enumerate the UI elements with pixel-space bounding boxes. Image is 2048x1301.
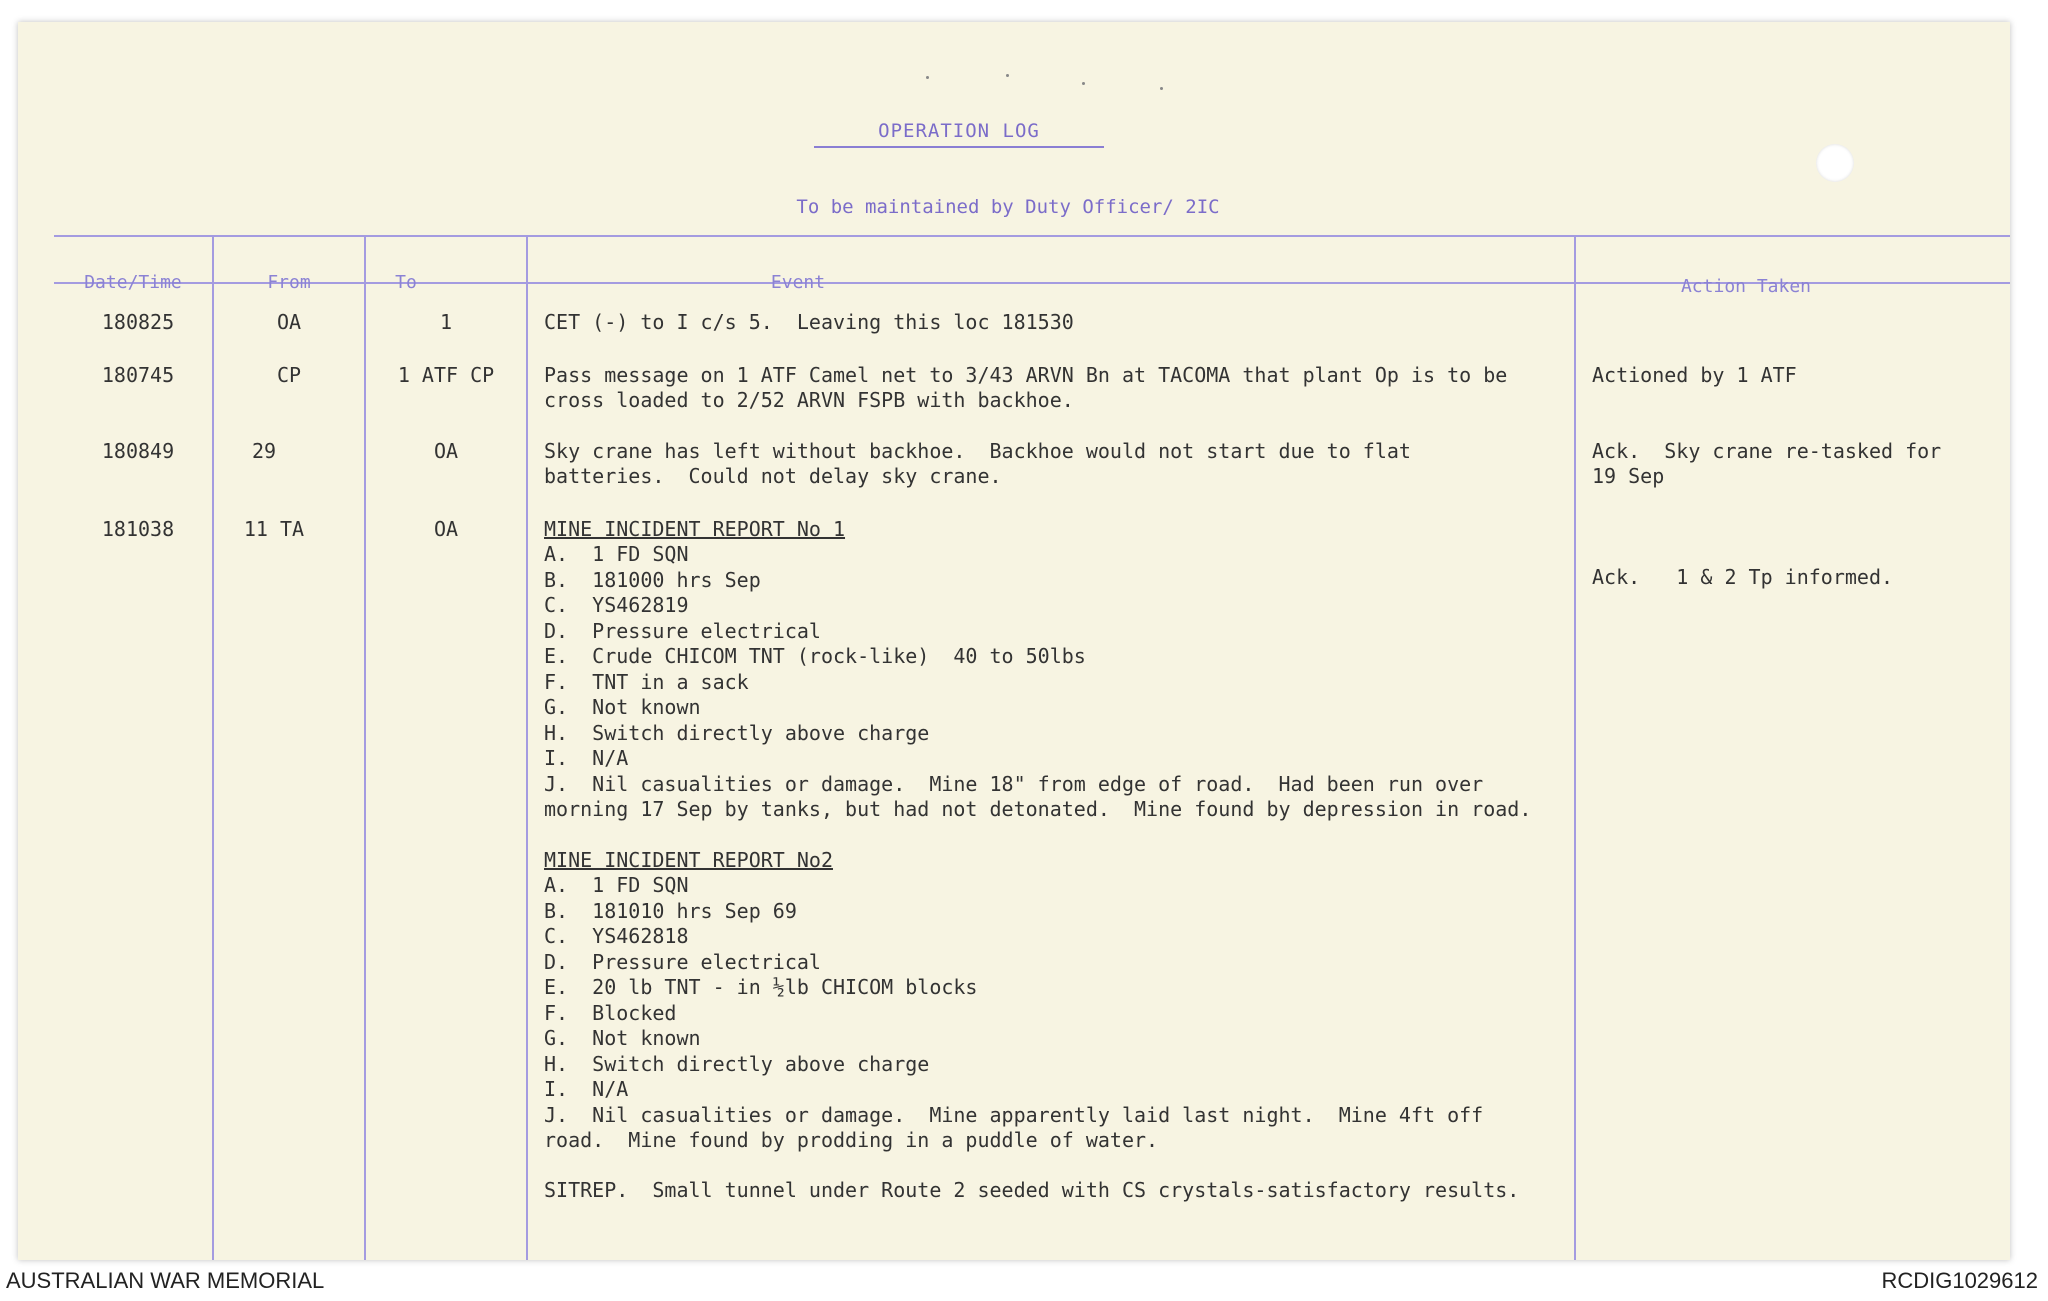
row-event-line: Pass message on 1 ATF Camel net to 3/43 ARVN Bn at TACOMA that plant Op is to be bbox=[544, 363, 1508, 387]
sitrep-line: SITREP. Small tunnel under Route 2 seeded with CS crystals-satisfactory results. bbox=[544, 1178, 1520, 1202]
footer-institution: AUSTRALIAN WAR MEMORIAL bbox=[6, 1268, 325, 1293]
row-datetime: 181038 bbox=[101, 517, 175, 541]
row-event-line: cross loaded to 2/52 ARVN FSPB with backhoe. bbox=[544, 388, 1074, 412]
row-from: OA bbox=[276, 310, 302, 334]
column-divider bbox=[212, 235, 214, 1260]
mine-report-1-heading: MINE INCIDENT REPORT No 1 bbox=[544, 517, 846, 541]
mine-report-line: G. Not known bbox=[544, 695, 701, 719]
mine-report-2-heading: MINE INCIDENT REPORT No2 bbox=[544, 848, 833, 872]
mine-report-line: E. 20 lb TNT - in ½lb CHICOM blocks bbox=[544, 975, 978, 999]
table-top-rule bbox=[54, 235, 2010, 237]
header-datetime: Date/Time bbox=[84, 272, 182, 293]
punch-hole bbox=[1816, 144, 1854, 182]
document-page bbox=[18, 22, 2010, 1260]
column-divider bbox=[1574, 235, 1576, 1260]
mine-report-line: morning 17 Sep by tanks, but had not detonated. Mine found by depression in road. bbox=[544, 797, 1532, 821]
paper-speck bbox=[1160, 87, 1163, 90]
row-datetime: 180849 bbox=[101, 439, 175, 463]
row-to: OA bbox=[433, 439, 459, 463]
row-action-line: Actioned by 1 ATF bbox=[1592, 363, 1797, 387]
row-to: 1 ATF CP bbox=[397, 363, 495, 387]
mine-report-line: A. 1 FD SQN bbox=[544, 542, 689, 566]
header-action: Action Taken bbox=[1680, 276, 1812, 297]
row-action-line: Ack. Sky crane re-tasked for bbox=[1592, 439, 1942, 463]
row-datetime: 180825 bbox=[101, 310, 175, 334]
row-datetime: 180745 bbox=[101, 363, 175, 387]
mine-report-line: H. Switch directly above charge bbox=[544, 1051, 930, 1076]
header-from: From bbox=[267, 272, 311, 293]
row-to: OA bbox=[433, 517, 459, 541]
header-to: To bbox=[395, 272, 417, 293]
footer-catalog-id: RCDIG1029612 bbox=[1881, 1268, 2038, 1293]
mine-report-line: J. Nil casualities or damage. Mine 18" from edge of road. Had been run over bbox=[544, 771, 1484, 796]
mine-report-line: E. Crude CHICOM TNT (rock-like) 40 to 50lbs bbox=[544, 644, 1086, 668]
mine-report-line: F. Blocked bbox=[544, 1000, 677, 1025]
mine-report-line: F. TNT in a sack bbox=[544, 669, 749, 694]
mine-report-line: D. Pressure electrical bbox=[544, 949, 821, 974]
paper-speck bbox=[926, 76, 929, 79]
mine-report-line: B. 181000 hrs Sep bbox=[544, 567, 761, 592]
log-subtitle: To be maintained by Duty Officer/ 2IC bbox=[796, 196, 1220, 218]
row-from: 11 TA bbox=[243, 517, 305, 541]
mine-report-line: A. 1 FD SQN bbox=[544, 873, 689, 897]
column-divider bbox=[364, 235, 366, 1260]
mine-report-line: J. Nil casualities or damage. Mine apparently laid last night. Mine 4ft off bbox=[544, 1102, 1484, 1127]
row-to: 1 bbox=[439, 310, 453, 334]
row-event-line: CET (-) to I c/s 5. Leaving this loc 181530 bbox=[544, 310, 1074, 334]
mine-report-line: B. 181010 hrs Sep 69 bbox=[544, 898, 797, 923]
mine-report-line: D. Pressure electrical bbox=[544, 618, 821, 643]
mine-report-line: I. N/A bbox=[544, 746, 629, 770]
header-event: Event bbox=[770, 272, 826, 293]
mine-report-line: H. Switch directly above charge bbox=[544, 720, 930, 745]
row-action-line: Ack. 1 & 2 Tp informed. bbox=[1592, 565, 1894, 589]
mine-report-line: road. Mine found by prodding in a puddle of water. bbox=[544, 1128, 1159, 1152]
row-event-line: batteries. Could not delay sky crane. bbox=[544, 464, 1002, 488]
row-from: CP bbox=[276, 363, 302, 387]
row-action-line: 19 Sep bbox=[1592, 464, 1665, 488]
mine-report-line: I. N/A bbox=[544, 1077, 629, 1101]
log-title: OPERATION LOG bbox=[814, 120, 1104, 148]
mine-report-line: G. Not known bbox=[544, 1026, 701, 1050]
mine-report-line: C. YS462818 bbox=[544, 924, 689, 948]
paper-speck bbox=[1006, 74, 1009, 77]
column-divider bbox=[526, 235, 528, 1260]
paper-speck bbox=[1082, 82, 1085, 85]
row-event-line: Sky crane has left without backhoe. Backhoe would not start due to flat bbox=[544, 439, 1411, 463]
mine-report-line: C. YS462819 bbox=[544, 593, 689, 617]
row-from: 29 bbox=[251, 439, 277, 463]
